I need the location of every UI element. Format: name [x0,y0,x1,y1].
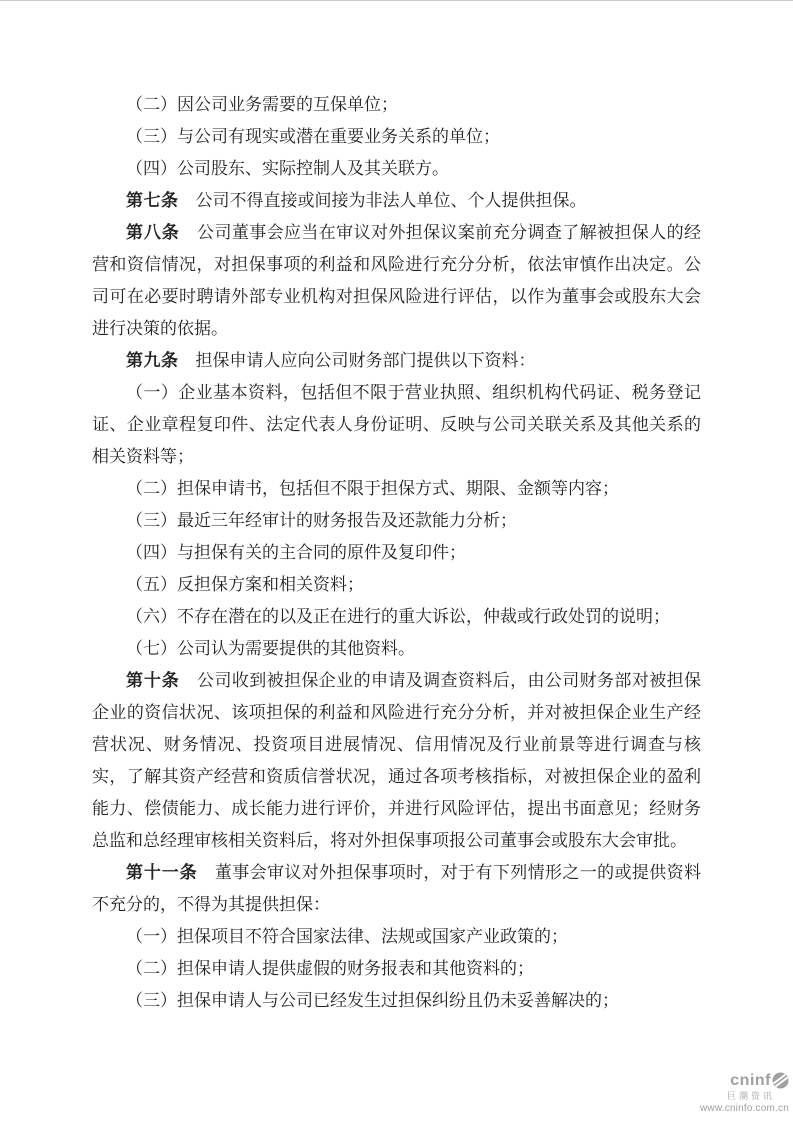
cninfo-brand-chinese: 巨潮资讯 [726,1091,775,1102]
paragraph-text: （三）与公司有现实或潜在重要业务关系的单位； [126,127,500,146]
cninfo-brand-text: cninf [730,1071,771,1089]
swirl-globe-icon [772,1072,789,1089]
cninfo-brand-row [700,1072,789,1090]
article-number: 第八条 [126,223,180,242]
article-number: 第十条 [126,671,180,690]
paragraph [92,345,701,377]
article-number: 第七条 [126,191,179,210]
paragraph [92,505,701,537]
paragraph-text: 公司收到被担保企业的申请及调查资料后，由公司财务部对被担保企业的资信状况、该项担保的利益和风险进行充分分析，并对被担保企业生产经营状况、财务情况、投资项目进展情况、信用情况及行业前景等进行调查与核实，了解其资产经营和资质信誉状况，通过各项考核指标，对被担保企业的盈利能力、偿债能力、成长能力进行评价，并进行风险评估，提出书面意见；经财务总监和总经理审核相关资料后，将对外担保事项报公司董事会或股东大会审批。 [92,671,701,850]
paragraph [92,473,701,505]
paragraph [92,217,701,345]
paragraph-text: 担保申请人应向公司财务部门提供以下资料： [178,351,536,370]
paragraph [92,537,701,569]
paragraph [92,857,701,921]
paragraph-text: （一）企业基本资料，包括但不限于营业执照、组织机构代码证、税务登记证、企业章程复印件、法定代表人身份证明、反映与公司关联关系及其他关系的相关资料等； [92,383,701,466]
paragraph [92,89,701,121]
paragraph [92,953,701,985]
article-number: 第九条 [126,351,179,370]
paragraph [92,921,701,953]
paragraph [92,665,701,857]
paragraph-text: （六）不存在潜在的以及正在进行的重大诉讼，仲裁或行政处罚的说明； [126,607,670,626]
paragraph-text: 董事会审议对外担保事项时，对于有下列情形之一的或提供资料不充分的，不得为其提供担保： [92,863,701,914]
paragraph [92,633,701,665]
paragraph-text: （三）最近三年经审计的财务报告及还款能力分析； [126,511,517,530]
paragraph [92,985,701,1017]
paragraph-text: （七）公司认为需要提供的其他资料。 [126,639,415,658]
paragraph-text: （四）公司股东、实际控制人及其关联方。 [126,159,449,178]
paragraph-text: （五）反担保方案和相关资料； [126,575,364,594]
paragraph-text: （三）担保申请人与公司已经发生过担保纠纷且仍未妥善解决的； [126,991,619,1010]
cninfo-url: www.cninfo.com.cn [700,1102,789,1114]
paragraph-text: （二）担保申请书，包括但不限于担保方式、期限、金额等内容； [126,479,619,498]
paragraph [92,569,701,601]
paragraph-text: （二）因公司业务需要的互保单位； [126,95,398,114]
paragraph [92,377,701,473]
cninfo-watermark [700,1072,789,1114]
paragraph [92,601,701,633]
paragraph [92,153,701,185]
paragraph-text: 公司董事会应当在审议对外担保议案前充分调查了解被担保人的经营和资信情况，对担保事项的利益和风险进行充分分析，依法审慎作出决定。公司可在必要时聘请外部专业机构对担保风险进行评估，以作为董事会或股东大会进行决策的依据。 [92,223,701,338]
document-body [92,89,701,1017]
paragraph [92,185,701,217]
article-number: 第十一条 [126,863,198,882]
paragraph-text: 公司不得直接或间接为非法人单位、个人提供担保。 [178,191,587,210]
paragraph-text: （四）与担保有关的主合同的原件及复印件； [126,543,466,562]
paragraph [92,121,701,153]
paragraph-text: （二）担保申请人提供虚假的财务报表和其他资料的； [126,959,534,978]
paragraph-text: （一）担保项目不符合国家法律、法规或国家产业政策的； [126,927,568,946]
